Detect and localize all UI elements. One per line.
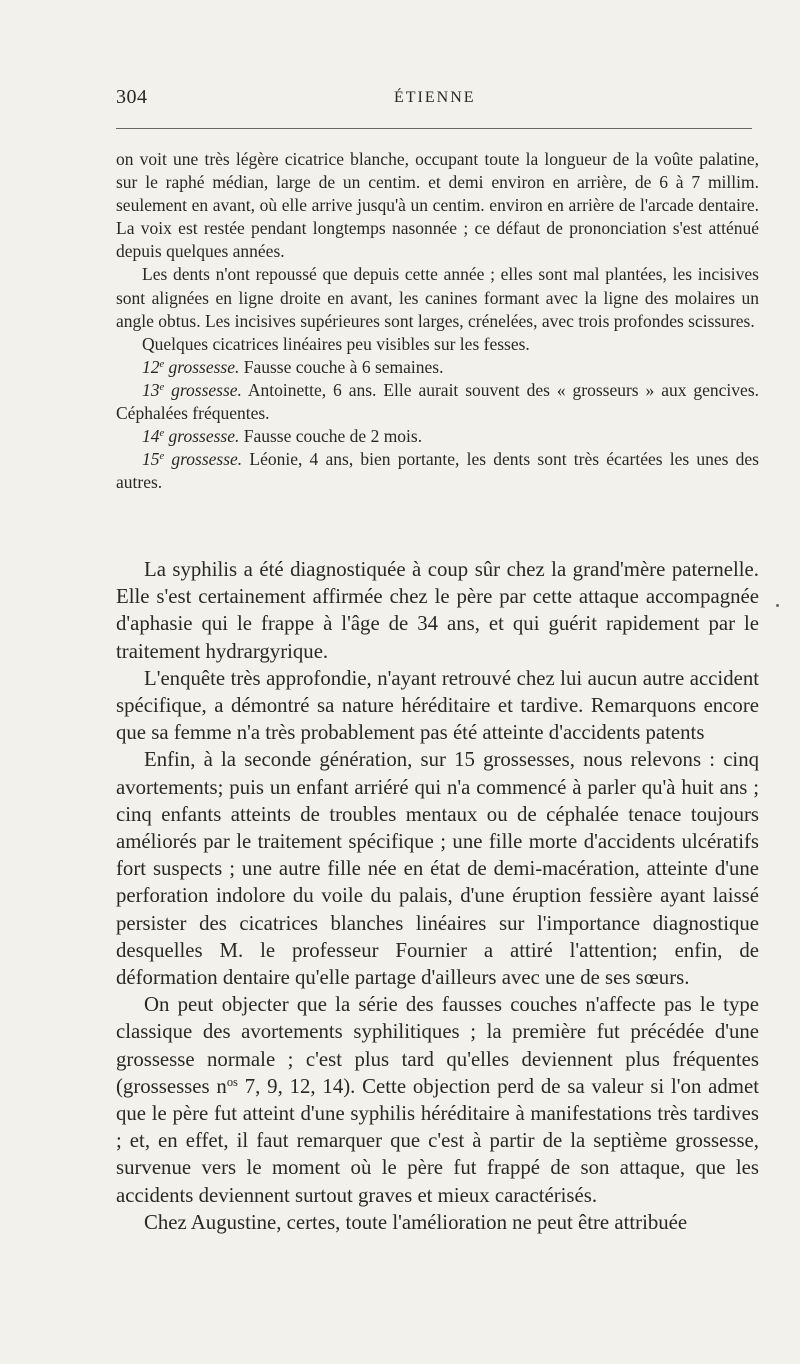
paragraph-pregnancy-13: 13e grossesse. Antoinette, 6 ans. Elle aurait souvent des « grosseurs » aux gencives. Céphalées fréquentes.	[116, 379, 760, 424]
paragraph-scars: Quelques cicatrices linéaires peu visibles sur les fesses.	[142, 333, 530, 354]
paragraph-augustine: Chez Augustine, certes, toute l'amélioration ne peut être attribuée	[144, 1210, 688, 1234]
pregnancy-label: 12e grossesse.	[142, 356, 240, 377]
paragraph-syphilis-diagnosis: La syphilis a été diagnostiquée à coup sûr chez la grand'mère paternelle. Elle s'est certainement affirmée chez le père par cette attaque accompagnée d'aphasie qui le frappe à l'âge de 34 ans, et qui guérit rapidement par le traitement hydrargyrique.	[116, 558, 759, 663]
paragraph-teeth: Les dents n'ont repoussé que depuis cette année ; elles sont mal plantées, les incisives sont alignées en ligne droite en avant, les canines formant avec la ligne des molaires un angle obtus. Les incisives supérieures sont larges, crénelées, avec trois profondes scissures.	[116, 264, 759, 331]
pregnancy-label: 14e grossesse.	[142, 426, 240, 447]
paragraph-pregnancy-15: 15e grossesse. Léonie, 4 ans, bien portante, les dents sont très écartées les unes des autres.	[116, 449, 759, 493]
paragraph-second-generation: Enfin, à la seconde génération, sur 15 grossesses, nous relevons : cinq avortements; puis un enfant arriéré qui n'a commencé à parler qu'à huit ans ; cinq enfants atteints de troubles mentaux ou de céphalée tenace toujours améliorés par le traitement spécifique ; une fille morte d'accidents ulcératifs fort suspects ; une autre fille née en état de demi-macération, atteinte d'une perforation indolore du voile du palais, d'une éruption fessière ayant laissé persister des cicatrices blanches linéaires sur l'importance diagnostique desquelles M. le professeur Fournier a attiré l'attention; enfin, de déformation dentaire qu'elle partage d'ailleurs avec une de ses sœurs.	[116, 748, 759, 990]
header-rule	[116, 128, 752, 129]
pregnancy-label: 15e grossesse.	[142, 449, 243, 470]
pregnancy-label: 13e grossesse.	[142, 379, 242, 400]
paragraph-pregnancy-12: 12e grossesse. Fausse couche à 6 semaines.	[142, 356, 444, 377]
paragraph-pregnancy-14: 14e grossesse. Fausse couche de 2 mois.	[142, 426, 423, 447]
paragraph-palate-scar: on voit une très légère cicatrice blanche, occupant toute la longueur de la voûte palatine, sur le raphé médian, large de un centim. et demi environ en arrière, de 6 à 7 millim. seulement en avant, où elle arrive jusqu'à un centim. environ en arrière de l'arcade dentaire. La voix est restée pendant longtemps nasonnée ; ce défaut de prononciation s'est atténué depuis quelques années.	[116, 149, 759, 262]
running-head: ÉTIENNE	[394, 89, 476, 106]
page-header	[116, 86, 748, 116]
paragraph-objection: On peut objecter que la série des fausses couches n'affecte pas le type classique des avortements syphilitiques ; la première fut précédée d'une grossesse normale ; c'est plus tard qu'elles deviennent plus fréquentes (grossesses $n^{os}$ 7, 9, 12, 14). Cette objection perd de sa valeur si l'on admet que le père fut atteint d'une syphilis héréditaire à manifestations très tardives ; et, en effet, il faut remarquer que c'est à partir de la septième grossesse, survenue vers le moment où le père fut frappé de son attaque, que les accidents deviennent surtout graves et mieux caractérisés.	[116, 993, 759, 1207]
paragraph-inquiry: L'enquête très approfondie, n'ayant retrouvé chez lui aucun autre accident spécifique, a démontré sa nature héréditaire et tardive. Remarquons encore que sa femme n'a très probablement pas été atteinte d'accidents patents	[116, 666, 759, 745]
discussion-block	[116, 556, 759, 1236]
page-number: 304	[116, 86, 148, 108]
print-speck	[776, 604, 779, 607]
case-notes-block	[116, 148, 759, 494]
